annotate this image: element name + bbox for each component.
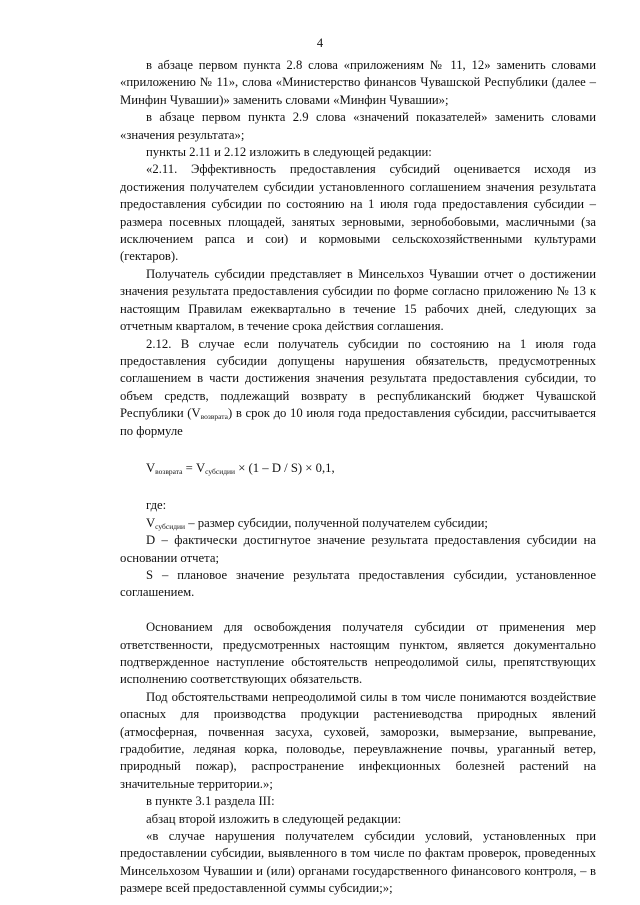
paragraph: «в случае нарушения получателем субсидии условий, установленных при предоставлении субсидии, выявленного в том числе по фактам проверок, проведенных Минсельхозом Чувашии и (или) органами государственного финансового контроля, – в размере всей предоставленной суммы субсидии;»;	[120, 829, 596, 896]
paragraph: Под обстоятельствами непреодолимой силы в том числе понимаются воздействие опасных для производства продукции растениеводства природных явлений (атмосферная, почвенная засуха, суховей, заморозки, вымерзание, выпревание, градобитие, ледяная корка, половодье, переувлажнение почвы, ураганный ветер, природный пожар), распространение инфекционных болезней растений на значительные территории.»;	[120, 689, 596, 791]
document-body	[120, 57, 596, 898]
formula	[120, 460, 596, 477]
text-segment: ) в срок до 10 июля года предоставления субсидии, рассчитывается по формуле	[120, 406, 596, 438]
paragraph: в абзаце первом пункта 2.8 слова «приложениям № 11, 12» заменить словами «приложению № 11», слова «Министерство финансов Чувашской Республики (далее – Минфин Чувашии)» заменить словами «Минфин Чувашии»;	[120, 58, 596, 107]
definition-text: – размер субсидии, полученной получателем субсидии;	[185, 515, 488, 530]
paragraph: пункты 2.11 и 2.12 изложить в следующей редакции:	[146, 145, 432, 160]
formula-var: V	[146, 460, 156, 475]
paragraph: Основанием для освобождения получателя субсидии от применения мер ответственности, предусмотренных настоящим пунктом, является документально подтвержденное наступление обстоятельств непреодолимой силы, препятствующих исполнению соответствующих обязательств.	[120, 620, 596, 687]
definition-s: S – плановое значение результата предоставления субсидии, установленное соглашением.	[120, 567, 596, 600]
definition-d: D – фактически достигнутое значение результата предоставления субсидии на основании отчета;	[120, 533, 596, 565]
paragraph: в пункте 3.1 раздела III:	[146, 794, 275, 809]
spacer	[120, 477, 596, 497]
paragraph: абзац второй изложить в следующей редакции:	[146, 811, 402, 826]
formula-var: V	[146, 515, 156, 530]
subscript: возврата	[155, 466, 183, 476]
where-label: где:	[146, 498, 167, 513]
spacer	[120, 440, 596, 460]
subscript: субсидии	[205, 466, 236, 476]
definition-v	[120, 515, 596, 532]
text-segment: 2.12. В случае если получатель субсидии по состоянию на 1 июля года предоставления субсидии допущены нарушения обязательств, предусмотренных соглашением в части достижения значения результата предоставления субсидии, то объем средств, подлежащий возврату в республиканский бюджет Чувашской Республики (V	[120, 336, 596, 421]
formula-rest: × (1 – D / S) × 0,1,	[235, 460, 335, 475]
paragraph: Получатель субсидии представляет в Минсельхоз Чувашии отчет о достижении значения результата предоставления субсидии по форме согласно приложению № 13 к настоящим Правилам ежеквартально в течение 15 рабочих дней, следующих за отчетным кварталом, в течение срока действия соглашения.	[120, 266, 596, 334]
spacer	[120, 602, 596, 619]
subscript: субсидии	[155, 521, 186, 531]
formula-var: = V	[182, 460, 206, 475]
paragraph-2-12	[120, 336, 596, 440]
page-number: 4	[316, 36, 324, 50]
subscript: возврата	[200, 412, 228, 422]
paragraph: «2.11. Эффективность предоставления субсидий оценивается исходя из достижения получателем субсидии установленного соглашением значения результата предоставления субсидии по состоянию на 1 июля года предоставления субсидии – размера посевных площадей, занятых зерновыми, зернобобовыми, масличными (за исключением рапса и сои) и кормовыми сельскохозяйственными культурами (гектаров).	[120, 162, 596, 264]
paragraph: в абзаце первом пункта 2.9 слова «значений показателей» заменить словами «значения результата»;	[120, 110, 596, 142]
